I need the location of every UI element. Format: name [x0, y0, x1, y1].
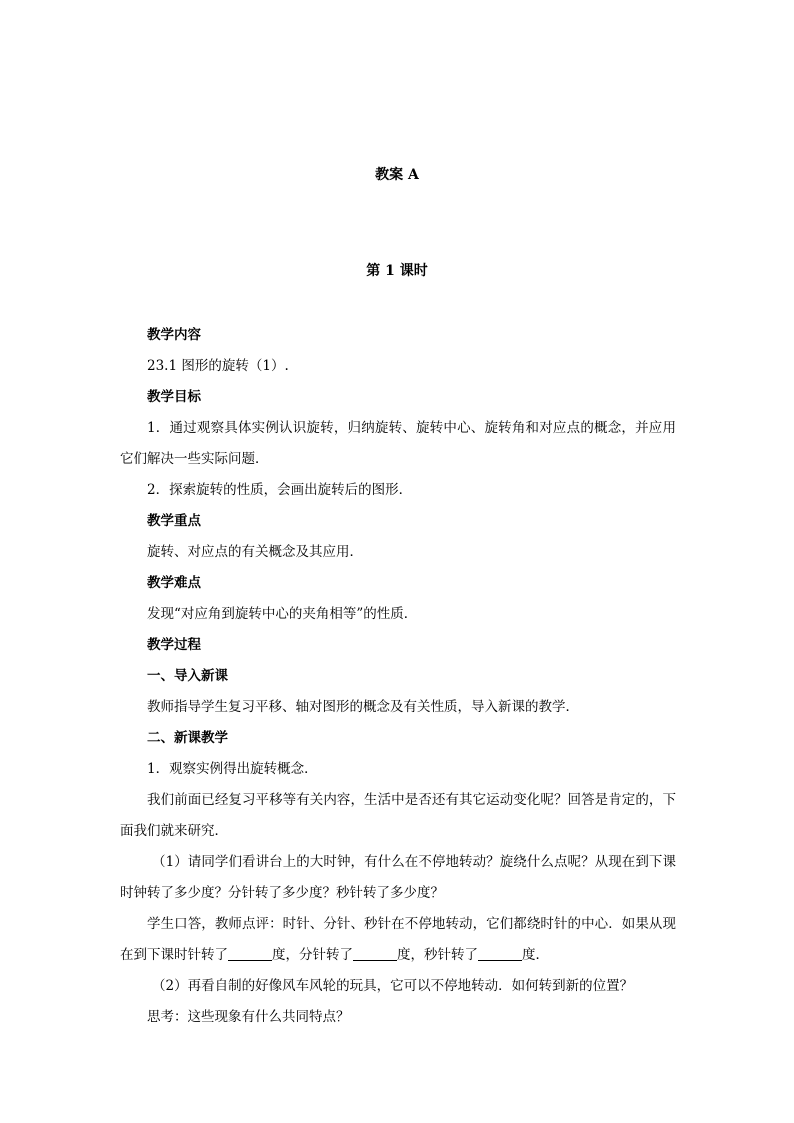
heading-goals: 教学目标	[147, 389, 201, 405]
paragraph-difficulty: 发现“对应角到旋转中心的夹角相等”的性质．	[147, 606, 418, 622]
paragraph-question-1: （1）请同学们看讲台上的大时钟，有什么在不停地转动？旋绕什么点呢？从现在到下课时钟转了多少度？分针转了多少度？秒针转了多少度？	[120, 854, 676, 901]
heading-difficulty: 教学难点	[147, 575, 201, 591]
fill-blank-second	[478, 946, 522, 961]
fill-blank-minute	[353, 946, 397, 961]
paragraph-key-points: 旋转、对应点的有关概念及其应用．	[147, 544, 363, 560]
heading-section-1: 一、导入新课	[147, 668, 228, 684]
document-body	[120, 320, 676, 1033]
paragraph-goal-1: 1．通过观察具体实例认识旋转，归纳旋转、旋转中心、旋转角和对应点的概念，并应用它们解决一些实际问题．	[120, 420, 676, 467]
heading-content: 教学内容	[147, 327, 201, 343]
paragraph-step-1: 1．观察实例得出旋转概念．	[147, 761, 318, 777]
heading-key-points: 教学重点	[147, 513, 201, 529]
paragraph-answer	[120, 909, 676, 971]
document-title: 教案 A	[375, 167, 419, 183]
answer-text-b: 度，分针转了	[272, 947, 353, 963]
answer-text-d: 度．	[522, 947, 549, 963]
heading-process: 教学过程	[147, 637, 201, 653]
heading-section-2: 二、新课教学	[147, 730, 228, 746]
paragraph-section-1: 教师指导学生复习平移、轴对图形的概念及有关性质，导入新课的教学．	[147, 699, 579, 715]
fill-blank-hour	[228, 946, 272, 961]
paragraph-review: 我们前面已经复习平移等有关内容，生活中是否还有其它运动变化呢？回答是肯定的，下面我们就来研究．	[120, 792, 676, 839]
paragraph-goal-2: 2．探索旋转的性质，会画出旋转后的图形．	[147, 482, 413, 498]
paragraph-content: 23.1 图形的旋转（1）.	[147, 358, 289, 374]
lesson-title: 第 1 课时	[366, 263, 428, 279]
paragraph-think: 思考：这些现象有什么共同特点？	[147, 1009, 350, 1025]
answer-text-c: 度，秒针转了	[397, 947, 478, 963]
answer-text-a: 学生口答，教师点评：时针、分针、秒针在不停地转动，它们都绕时针的中心．如果从现在到下课时针转了	[120, 916, 676, 963]
paragraph-question-2: （2）再看自制的好像风车风轮的玩具，它可以不停地转动．如何转到新的位置？	[152, 978, 634, 994]
